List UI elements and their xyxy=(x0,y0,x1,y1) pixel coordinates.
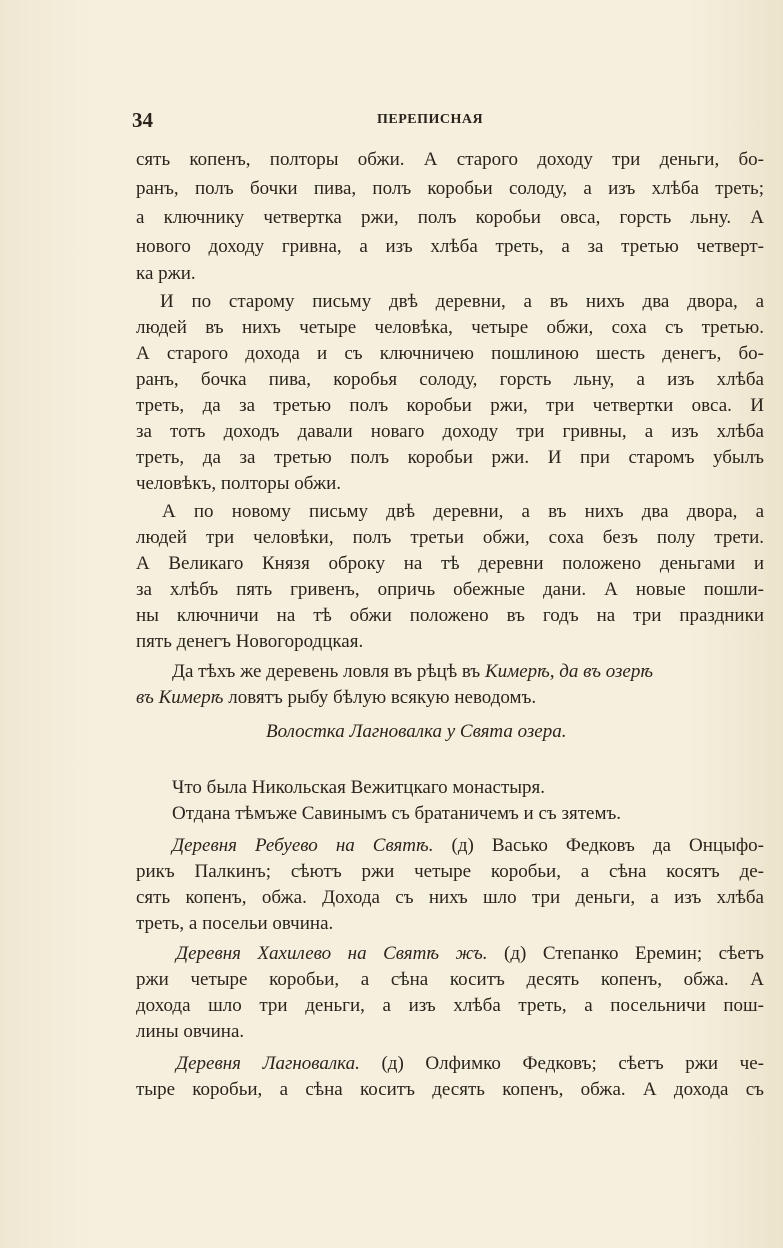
paragraph-first-line xyxy=(176,1052,764,1076)
text-line: лины овчина. xyxy=(136,1021,245,1042)
paragraph-first-line: И по старому письму двѣ деревни, а въ нихъ два двора, а xyxy=(160,291,764,312)
italic-village-name: Деревня Хахилево на Святѣ жъ. xyxy=(176,943,488,964)
text-line: за тотъ доходъ давали новаго доходу три гривны, а изъ хлѣба xyxy=(136,421,764,442)
section-title: Волостка Лагновалка у Свята озера. xyxy=(266,721,567,742)
text-line: за хлѣбъ пять гривенъ, опричь обежные дани. А новые пошли- xyxy=(136,579,764,600)
text-line: человѣкъ, полторы обжи. xyxy=(136,473,342,494)
subheading-line: Отдана тѣмъже Савинымъ съ братаничемъ и съ зятемъ. xyxy=(172,803,622,824)
text-line: А старого дохода и съ ключничею пошлиною шесть денегъ, бо- xyxy=(136,343,764,364)
page-number: 34 xyxy=(132,108,153,132)
italic-village-name: Деревня Лагновалка. xyxy=(176,1053,360,1074)
running-head: ПЕРЕПИСНАЯ xyxy=(377,112,484,127)
text-line: ны ключничи на тѣ обжи положено въ годъ на три праздники xyxy=(136,605,764,626)
text-line: ка ржи. xyxy=(136,263,196,284)
subheading-line: Что была Никольская Вежитцкаго монастыря. xyxy=(172,777,546,798)
text-line: нового доходу гривна, а изъ хлѣба треть, а за третью четверт- xyxy=(136,236,764,257)
paragraph-first-line xyxy=(176,942,764,966)
text-span: ловятъ рыбу бѣлую всякую неводомъ. xyxy=(223,687,537,708)
text-line: а ключнику четвертка ржи, полъ коробьи овса, горсть льну. А xyxy=(136,207,764,228)
text-line: ржи четыре коробьи, а сѣна коситъ десять копенъ, обжа. А xyxy=(136,969,764,990)
text-span: (д) Васько Федковъ да Онцыфо- xyxy=(433,835,764,856)
text-span: Да тѣхъ же деревень ловля въ рѣцѣ въ xyxy=(172,661,485,682)
text-line: треть, да за третью полъ коробьи ржи. И при старомъ убылъ xyxy=(136,447,764,468)
text-line: людей въ нихъ четыре человѣка, четыре обжи, соха съ третью. xyxy=(136,317,764,338)
text-line: тыре коробьи, а сѣна коситъ десять копенъ, обжа. А дохода съ xyxy=(136,1079,764,1100)
text-line: ранъ, бочка пива, коробья солоду, горсть льну, а изъ хлѣба xyxy=(136,369,764,390)
paragraph-first-line: А по новому письму двѣ деревни, а въ нихъ два двора, а xyxy=(162,501,764,522)
text-line: сять копенъ, полторы обжи. А старого доходу три деньги, бо- xyxy=(136,149,764,170)
italic-place-name: въ Кимерѣ xyxy=(136,687,224,708)
text-line: дохода шло три деньги, а изъ хлѣба треть, а посельничи пош- xyxy=(136,995,764,1016)
italic-place-name: Кимерѣ, да въ озерѣ xyxy=(484,661,654,682)
text-line: А Великаго Князя оброку на тѣ деревни положено деньгами и xyxy=(136,553,764,574)
text-line: треть, да за третью полъ коробьи ржи, три четвертки овса. И xyxy=(136,395,764,416)
text-line: ранъ, полъ бочки пива, полъ коробьи солоду, а изъ хлѣба треть; xyxy=(136,178,764,199)
paragraph-first-line xyxy=(172,834,764,858)
text-span: (д) Степанко Еремин; сѣетъ xyxy=(487,943,764,964)
text-line: сять копенъ, обжа. Дохода съ нихъ шло три деньги, а изъ хлѣба xyxy=(136,887,764,908)
text-line: треть, а посельи овчина. xyxy=(136,913,334,934)
text-span: (д) Олфимко Федковъ; сѣетъ ржи че- xyxy=(359,1053,764,1074)
text-line: людей три человѣки, полъ третьи обжи, соха безъ полу трети. xyxy=(136,527,764,548)
italic-village-name: Деревня Ребуево на Святѣ. xyxy=(172,835,434,856)
text-line: рикъ Палкинъ; сѣютъ ржи четыре коробьи, а сѣна косятъ де- xyxy=(136,861,764,882)
text-line xyxy=(136,686,764,710)
text-line: пять денегъ Новогородцкая. xyxy=(136,631,364,652)
paragraph-first-line xyxy=(172,660,764,684)
